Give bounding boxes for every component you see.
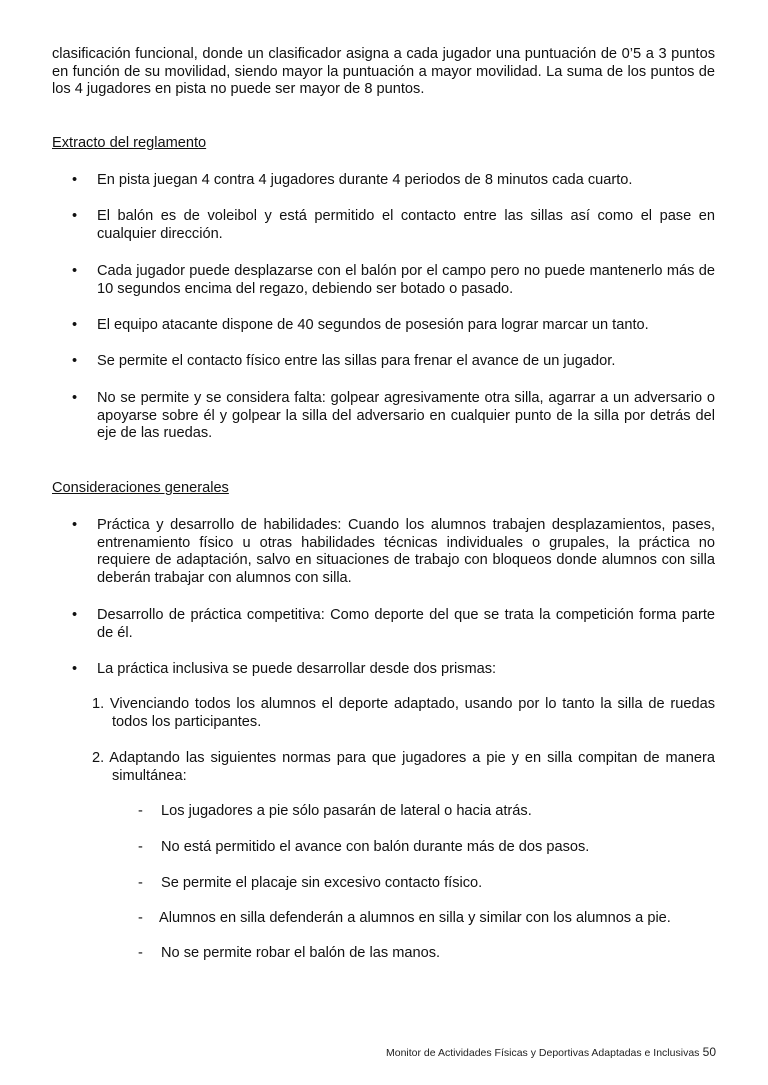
list-item [52,208,715,243]
list-item-text: Se permite el contacto físico entre las sillas para frenar el avance de un jugador. [97,353,616,369]
dash-item [138,875,715,893]
list-item [52,172,715,190]
dash-item-text: Se permite el placaje sin excesivo contacto físico. [161,875,483,891]
list-item [52,353,715,371]
list-item-text: El balón es de voleibol y está permitido el contacto entre las sillas así como el pase en cualquier dirección. [97,208,715,242]
list-item [52,263,715,298]
page-footer [386,1047,716,1060]
bullet-marker: • [72,390,78,406]
bullet-marker: • [72,208,78,224]
dash-item-text: No está permitido el avance con balón durante más de dos pasos. [161,839,590,855]
list-item-text: No se permite y se considera falta: golpear agresivamente otra silla, agarrar a un adversario o apoyarse sobre él y golpear la silla del adversario en cualquier punto de la silla por detrás del eje de las ruedas. [97,390,715,442]
bullet-marker: • [72,317,78,333]
dash-marker: - [138,945,143,961]
list-item [52,390,715,443]
dash-item [138,945,715,963]
list-item-text: Desarrollo de práctica competitiva: Como deporte del que se trata la competición forma parte de él. [97,607,715,641]
dash-item-text: Los jugadores a pie sólo pasarán de lateral o hacia atrás. [161,803,532,819]
list-item-text: Cada jugador puede desplazarse con el balón por el campo pero no puede mantenerlo más de 10 segundos encima del regazo, debiendo ser botado o pasado. [97,263,715,297]
list-item [52,317,715,335]
footer-title: Monitor de Actividades Físicas y Deportivas Adaptadas e Inclusivas [386,1047,700,1059]
numbered-item-text: 2. Adaptando las siguientes normas para que jugadores a pie y en silla compitan de manera simultánea: [92,750,715,784]
numbered-item [92,750,715,785]
bullet-marker: • [72,607,78,623]
list-item-text: En pista juegan 4 contra 4 jugadores durante 4 periodos de 8 minutos cada cuarto. [97,172,633,188]
dash-marker: - [138,875,143,891]
page-number: 50 [702,1045,716,1059]
section-heading-reglamento: Extracto del reglamento [52,135,207,151]
bullet-marker: • [72,172,78,188]
dash-item [138,839,715,857]
dash-marker: - [138,839,143,855]
list-item-text: El equipo atacante dispone de 40 segundos de posesión para lograr marcar un tanto. [97,317,649,333]
intro-paragraph: clasificación funcional, donde un clasificador asigna a cada jugador una puntuación de 0’5 a 3 puntos en función de su movilidad, siendo mayor la puntuación a mayor movilidad. La suma de los puntos de los 4 jugadores en pista no puede ser mayor de 8 puntos. [52,46,715,98]
dash-marker: - [138,803,143,819]
dash-item [138,910,715,928]
dash-item [138,803,715,821]
list-item [52,517,715,587]
list-item-text: La práctica inclusiva se puede desarrollar desde dos prismas: [97,661,497,677]
list-item [52,661,715,679]
bullet-marker: • [72,353,78,369]
bullet-marker: • [72,661,78,677]
list-item [52,607,715,642]
bullet-marker: • [72,263,78,279]
dash-marker: - [138,910,143,926]
bullet-marker: • [72,517,78,533]
numbered-item-text: 1. Vivenciando todos los alumnos el deporte adaptado, usando por lo tanto la silla de ruedas todos los participantes. [92,696,715,730]
dash-item-text: Alumnos en silla defenderán a alumnos en silla y similar con los alumnos a pie. [159,910,671,926]
section-heading-consideraciones: Consideraciones generales [52,480,229,496]
dash-item-text: No se permite robar el balón de las manos. [161,945,441,961]
numbered-item [92,696,715,731]
list-item-text: Práctica y desarrollo de habilidades: Cuando los alumnos trabajen desplazamientos, pases, entrenamiento físico u otras habilidades técnicas individuales o grupales, la práctica no requiere de adaptación, salvo en situaciones de trabajo con bloqueos donde alumnos con silla deberán trabajar con alumnos con silla. [97,517,715,586]
